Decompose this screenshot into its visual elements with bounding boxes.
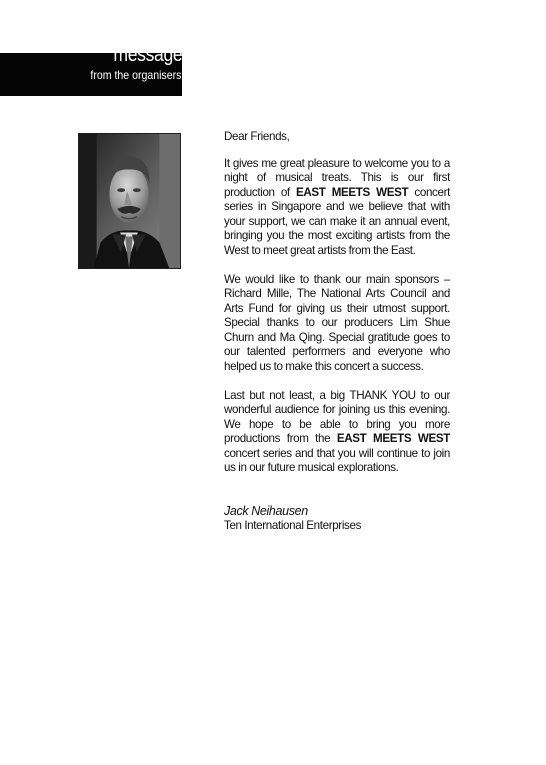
salutation: Dear Friends, xyxy=(224,130,290,143)
header-title: message xyxy=(113,44,182,66)
portrait-photo xyxy=(78,133,181,269)
paragraph-audience xyxy=(224,389,450,476)
paragraph-audience-text-2: concert series and that you will continue to join us in our future musical explorations. xyxy=(224,446,450,474)
paragraph-welcome-text-1: It gives me great pleasure to welcome you to a night of musical treats. This is our first production of xyxy=(224,156,450,199)
letter-body xyxy=(224,130,450,533)
paragraph-sponsors: We would like to thank our main sponsors – Richard Mille, The National Arts Council and Arts Fund for giving us their utmost support. Special thanks to our producers Lim Shue Churn and Ma Qing. Special gratitude goes to our talented performers and everyone who helped us to make this concert a success. xyxy=(224,272,450,373)
paragraph-welcome xyxy=(224,157,450,259)
paragraph-audience-text-1: Last but not least, a big THANK YOU to our wonderful audience for joining us this evening. We hope to be able to bring you more productions from the xyxy=(224,388,450,445)
header-subtitle: from the organisers xyxy=(90,68,181,82)
paragraph-welcome-text-2: concert series in Singapore and we believe that with your support, we can make it an annual event, bringing you the most exciting artists from the West to meet great artists from the East. xyxy=(224,185,450,257)
event-name-bold-2: EAST MEETS WEST xyxy=(336,432,450,445)
signature-organization: Ten International Enterprises xyxy=(224,518,362,532)
signature-name: Jack Neihausen xyxy=(224,503,308,518)
event-name-bold: EAST MEETS WEST xyxy=(296,185,409,199)
header-band xyxy=(0,44,182,96)
